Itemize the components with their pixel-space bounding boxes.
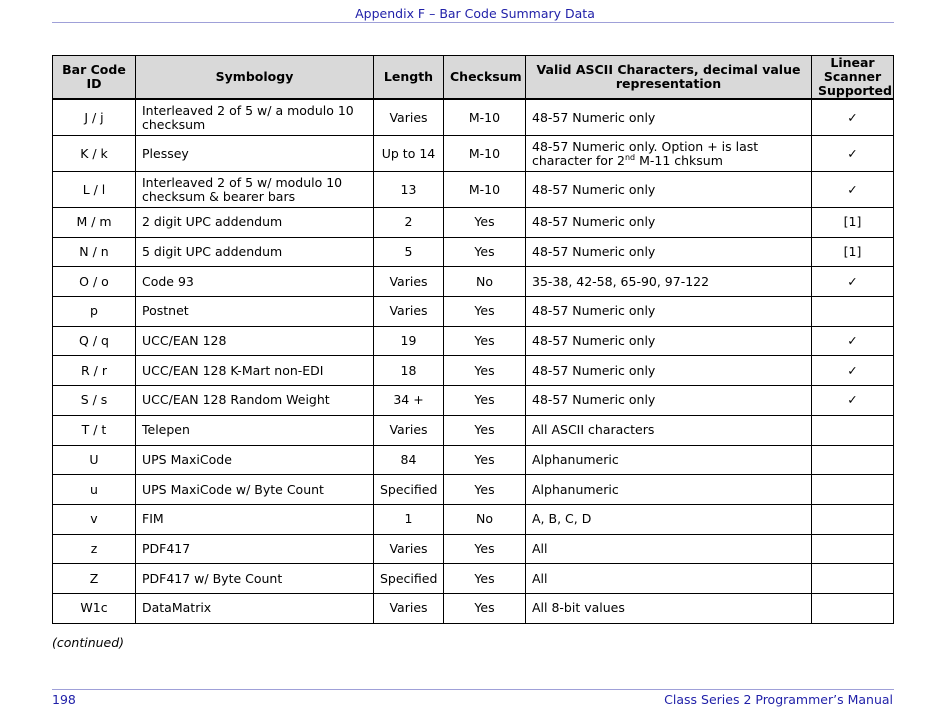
- col-valid-ascii: Valid ASCII Characters, decimal value representation: [526, 56, 812, 100]
- cell-checksum: Yes: [444, 386, 526, 416]
- cell-checksum: Yes: [444, 237, 526, 267]
- table-row: [53, 208, 894, 238]
- cell-symbology: Postnet: [136, 297, 374, 327]
- table-row: [53, 534, 894, 564]
- cell-valid-ascii: 48-57 Numeric only: [526, 172, 812, 208]
- cell-bar-code-id: U: [53, 445, 136, 475]
- header-rule: [52, 22, 894, 23]
- cell-checksum: Yes: [444, 445, 526, 475]
- cell-bar-code-id: R / r: [53, 356, 136, 386]
- cell-bar-code-id: K / k: [53, 136, 136, 172]
- cell-linear-scanner: [1]: [812, 237, 894, 267]
- col-length: Length: [374, 56, 444, 100]
- cell-length: 84: [374, 445, 444, 475]
- cell-length: 5: [374, 237, 444, 267]
- table-body: [53, 99, 894, 623]
- table-row: [53, 267, 894, 297]
- table-row: [53, 386, 894, 416]
- cell-valid-ascii: Alphanumeric: [526, 445, 812, 475]
- cell-linear-scanner: [1]: [812, 208, 894, 238]
- manual-title: Class Series 2 Programmer’s Manual: [664, 692, 893, 707]
- cell-bar-code-id: N / n: [53, 237, 136, 267]
- cell-symbology: UPS MaxiCode: [136, 445, 374, 475]
- cell-linear-scanner: ✓: [812, 356, 894, 386]
- cell-checksum: Yes: [444, 593, 526, 623]
- valid-text: 48-57 Numeric only. Option + is last character for 2: [532, 138, 759, 168]
- page-number: 198: [52, 692, 76, 707]
- table-row: [53, 445, 894, 475]
- cell-bar-code-id: Z: [53, 564, 136, 594]
- cell-valid-ascii: All 8-bit values: [526, 593, 812, 623]
- cell-checksum: Yes: [444, 326, 526, 356]
- cell-checksum: Yes: [444, 564, 526, 594]
- cell-checksum: No: [444, 267, 526, 297]
- cell-checksum: Yes: [444, 415, 526, 445]
- cell-symbology: Plessey: [136, 136, 374, 172]
- cell-length: Specified: [374, 564, 444, 594]
- cell-linear-scanner: [812, 564, 894, 594]
- cell-checksum: Yes: [444, 534, 526, 564]
- table-row: [53, 475, 894, 505]
- cell-valid-ascii: A, B, C, D: [526, 504, 812, 534]
- table-row: [53, 326, 894, 356]
- cell-bar-code-id: v: [53, 504, 136, 534]
- cell-symbology: UPS MaxiCode w/ Byte Count: [136, 475, 374, 505]
- cell-length: Varies: [374, 593, 444, 623]
- col-checksum: Checksum: [444, 56, 526, 100]
- cell-bar-code-id: S / s: [53, 386, 136, 416]
- cell-bar-code-id: p: [53, 297, 136, 327]
- table-row: [53, 99, 894, 136]
- cell-linear-scanner: ✓: [812, 326, 894, 356]
- table-header-row: [53, 56, 894, 100]
- cell-linear-scanner: ✓: [812, 136, 894, 172]
- cell-valid-ascii: [526, 136, 812, 172]
- col-bar-code-id: Bar Code ID: [53, 56, 136, 100]
- cell-linear-scanner: [812, 593, 894, 623]
- col-symbology: Symbology: [136, 56, 374, 100]
- cell-symbology: PDF417: [136, 534, 374, 564]
- cell-bar-code-id: J / j: [53, 99, 136, 136]
- cell-symbology: 5 digit UPC addendum: [136, 237, 374, 267]
- cell-length: Varies: [374, 415, 444, 445]
- cell-linear-scanner: [812, 445, 894, 475]
- footer-rule: [52, 689, 894, 690]
- cell-linear-scanner: [812, 504, 894, 534]
- table-row: [53, 504, 894, 534]
- table-row: [53, 172, 894, 208]
- cell-valid-ascii: 48-57 Numeric only: [526, 297, 812, 327]
- cell-valid-ascii: All: [526, 534, 812, 564]
- cell-valid-ascii: 48-57 Numeric only: [526, 326, 812, 356]
- valid-text-tail: M-11 chksum: [635, 152, 723, 168]
- cell-symbology: UCC/EAN 128: [136, 326, 374, 356]
- table-row: [53, 415, 894, 445]
- cell-bar-code-id: M / m: [53, 208, 136, 238]
- cell-symbology: Interleaved 2 of 5 w/ a modulo 10 checksum: [136, 99, 374, 136]
- cell-bar-code-id: Q / q: [53, 326, 136, 356]
- cell-length: Varies: [374, 267, 444, 297]
- col-linear-scanner: Linear Scanner Supported: [812, 56, 894, 100]
- cell-symbology: Code 93: [136, 267, 374, 297]
- table-row: [53, 356, 894, 386]
- cell-length: Up to 14: [374, 136, 444, 172]
- cell-linear-scanner: [812, 415, 894, 445]
- cell-checksum: Yes: [444, 208, 526, 238]
- cell-valid-ascii: 48-57 Numeric only: [526, 99, 812, 136]
- cell-linear-scanner: [812, 534, 894, 564]
- cell-symbology: Telepen: [136, 415, 374, 445]
- cell-symbology: FIM: [136, 504, 374, 534]
- cell-valid-ascii: 35-38, 42-58, 65-90, 97-122: [526, 267, 812, 297]
- cell-linear-scanner: [812, 475, 894, 505]
- continued-note: (continued): [52, 635, 125, 650]
- cell-valid-ascii: 48-57 Numeric only: [526, 356, 812, 386]
- cell-bar-code-id: W1c: [53, 593, 136, 623]
- cell-linear-scanner: ✓: [812, 172, 894, 208]
- cell-symbology: UCC/EAN 128 Random Weight: [136, 386, 374, 416]
- cell-checksum: Yes: [444, 475, 526, 505]
- cell-length: 34 +: [374, 386, 444, 416]
- cell-length: 19: [374, 326, 444, 356]
- table-row: [53, 593, 894, 623]
- cell-symbology: PDF417 w/ Byte Count: [136, 564, 374, 594]
- table-row: [53, 237, 894, 267]
- cell-checksum: M-10: [444, 136, 526, 172]
- cell-bar-code-id: O / o: [53, 267, 136, 297]
- cell-symbology: 2 digit UPC addendum: [136, 208, 374, 238]
- cell-valid-ascii: 48-57 Numeric only: [526, 208, 812, 238]
- table-row: [53, 136, 894, 172]
- table-row: [53, 297, 894, 327]
- cell-valid-ascii: 48-57 Numeric only: [526, 386, 812, 416]
- cell-bar-code-id: z: [53, 534, 136, 564]
- cell-symbology: DataMatrix: [136, 593, 374, 623]
- cell-linear-scanner: [812, 297, 894, 327]
- cell-length: Specified: [374, 475, 444, 505]
- cell-length: 18: [374, 356, 444, 386]
- cell-bar-code-id: L / l: [53, 172, 136, 208]
- cell-linear-scanner: ✓: [812, 99, 894, 136]
- cell-bar-code-id: u: [53, 475, 136, 505]
- cell-length: 13: [374, 172, 444, 208]
- cell-length: 2: [374, 208, 444, 238]
- cell-checksum: No: [444, 504, 526, 534]
- cell-length: Varies: [374, 99, 444, 136]
- cell-checksum: M-10: [444, 99, 526, 136]
- valid-superscript: nd: [624, 152, 636, 162]
- cell-length: Varies: [374, 297, 444, 327]
- table-row: [53, 564, 894, 594]
- cell-valid-ascii: Alphanumeric: [526, 475, 812, 505]
- cell-valid-ascii: All ASCII characters: [526, 415, 812, 445]
- cell-symbology: UCC/EAN 128 K-Mart non-EDI: [136, 356, 374, 386]
- bar-code-table: [52, 55, 894, 624]
- cell-valid-ascii: All: [526, 564, 812, 594]
- cell-symbology: Interleaved 2 of 5 w/ modulo 10 checksum & bearer bars: [136, 172, 374, 208]
- cell-bar-code-id: T / t: [53, 415, 136, 445]
- cell-length: 1: [374, 504, 444, 534]
- cell-checksum: M-10: [444, 172, 526, 208]
- cell-valid-ascii: 48-57 Numeric only: [526, 237, 812, 267]
- cell-length: Varies: [374, 534, 444, 564]
- cell-checksum: Yes: [444, 297, 526, 327]
- cell-linear-scanner: ✓: [812, 386, 894, 416]
- cell-linear-scanner: ✓: [812, 267, 894, 297]
- running-header: Appendix F – Bar Code Summary Data: [355, 6, 595, 21]
- cell-checksum: Yes: [444, 356, 526, 386]
